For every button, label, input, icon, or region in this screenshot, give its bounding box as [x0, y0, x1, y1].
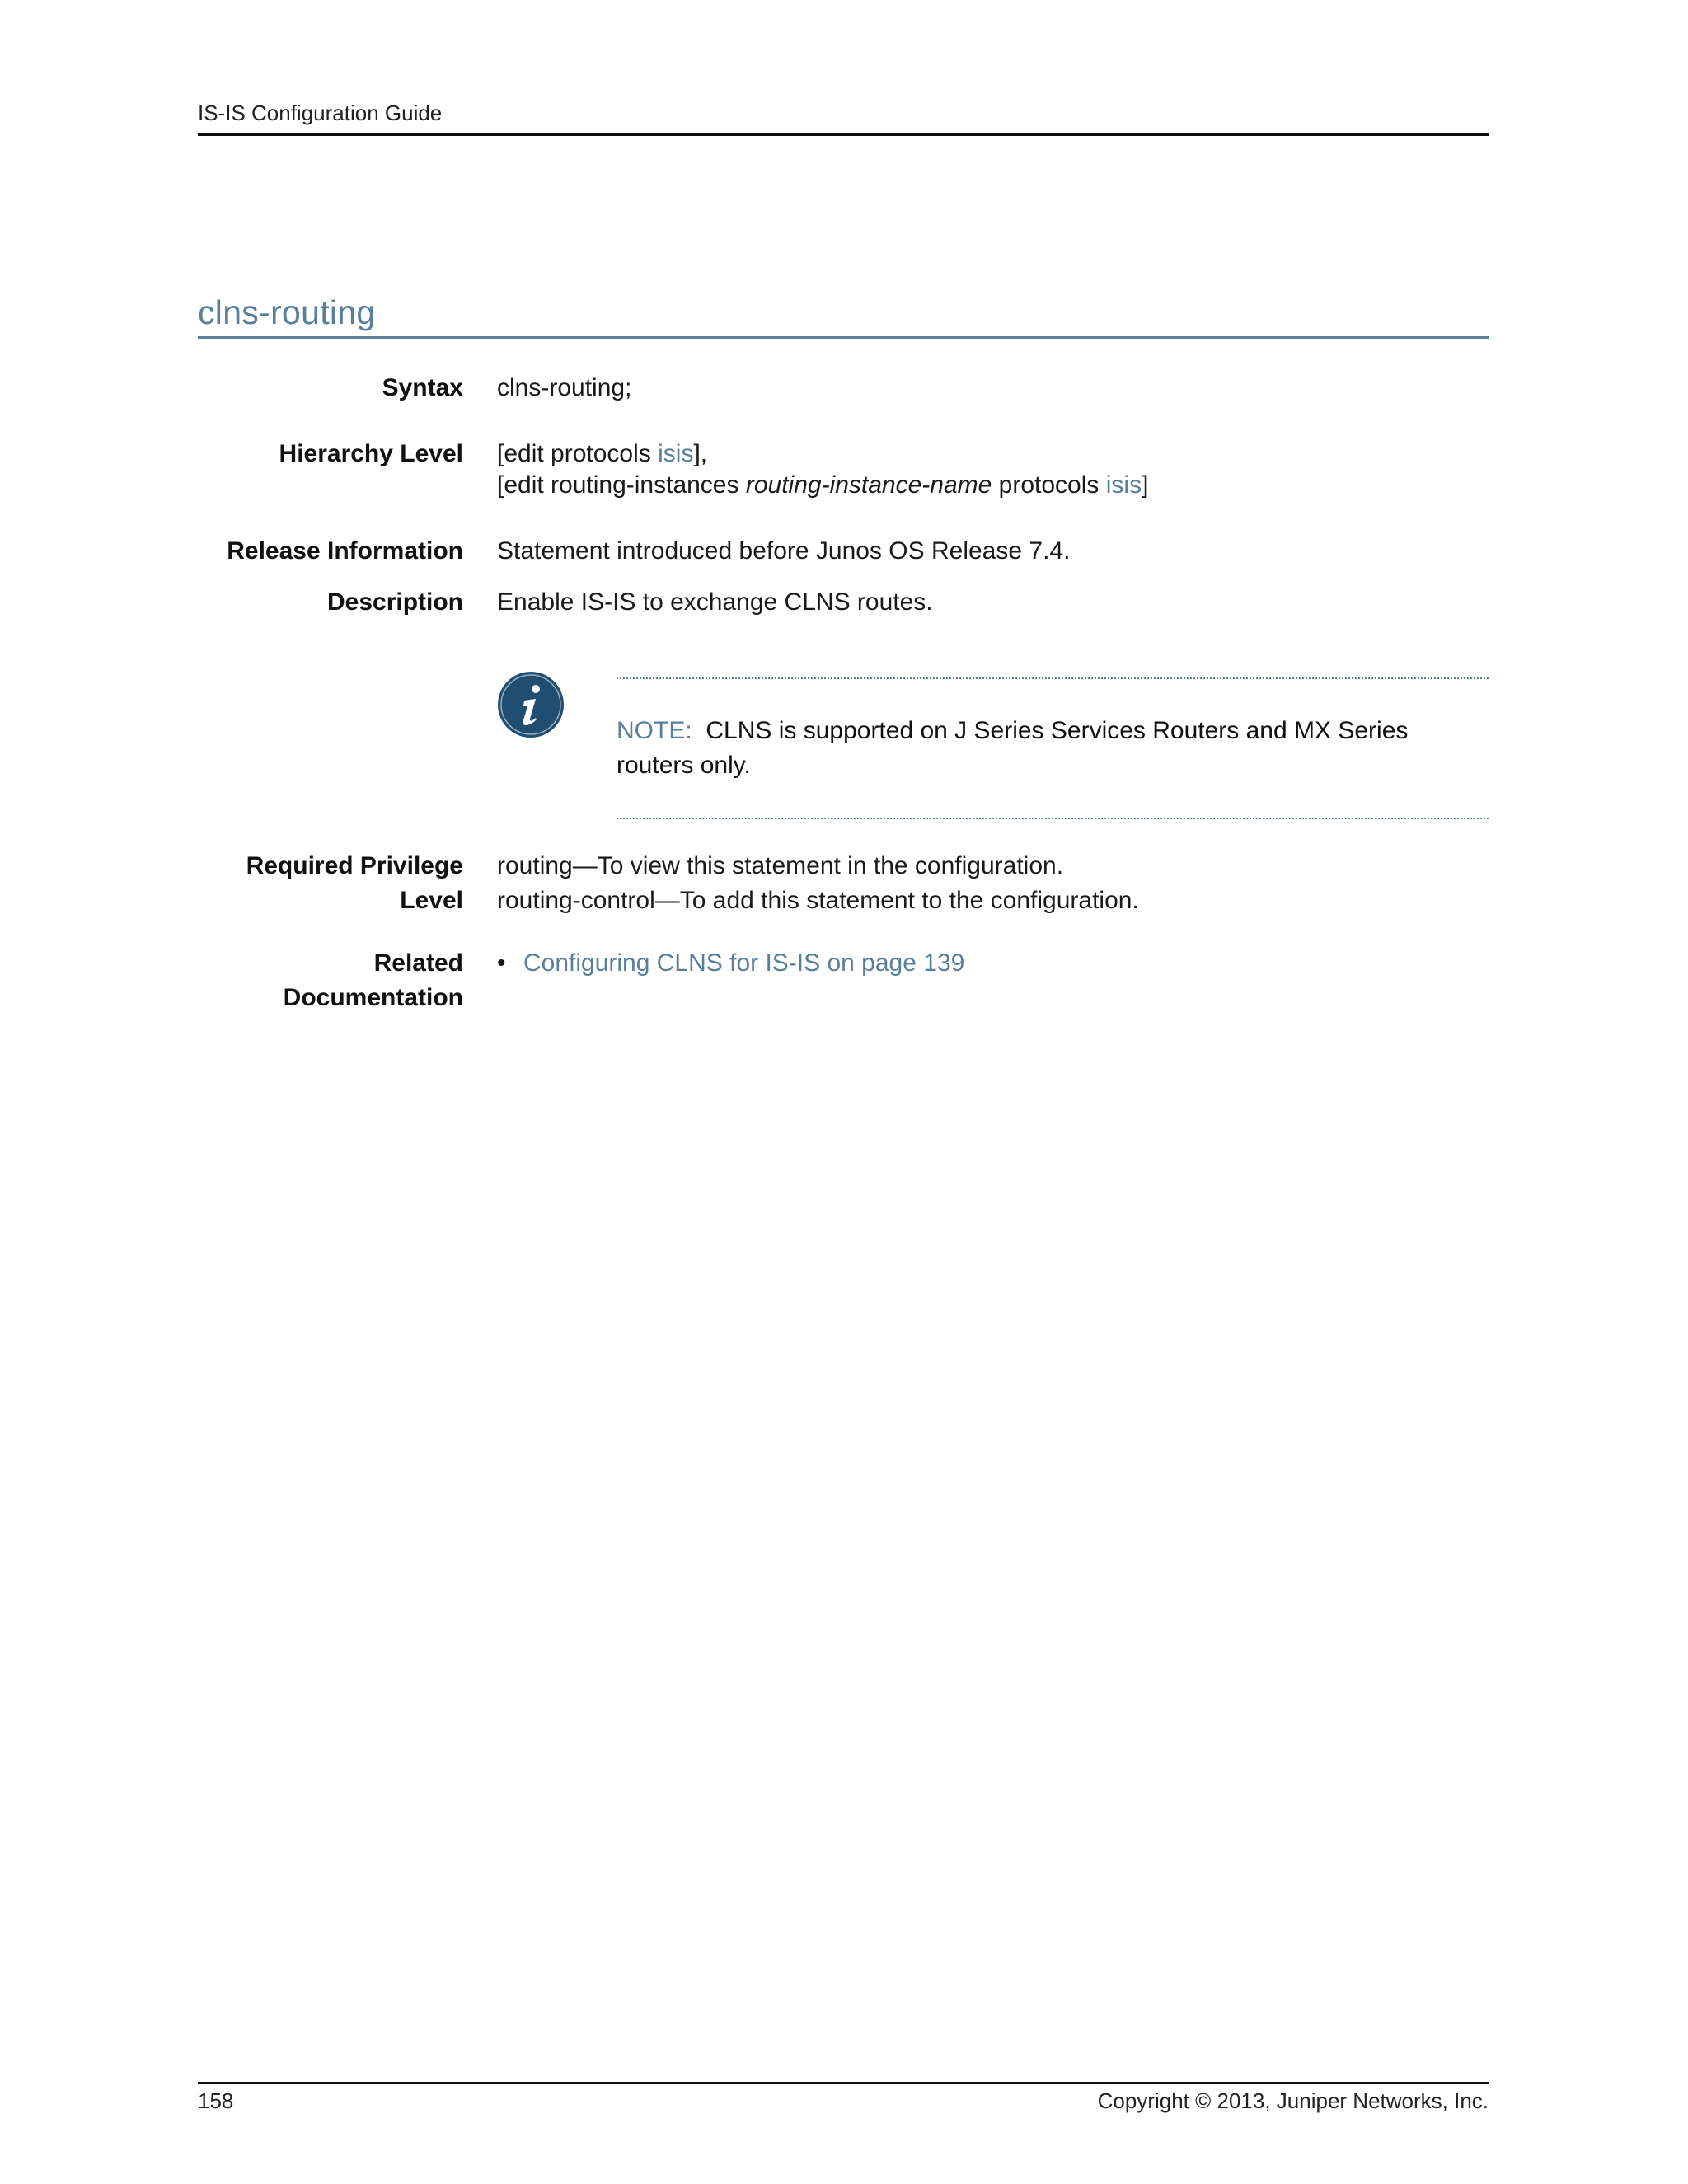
hierarchy-label: Hierarchy Level [279, 440, 463, 467]
hierarchy-text: ], [693, 440, 708, 467]
footer-rule [198, 2082, 1489, 2084]
hierarchy-text: [edit protocols [497, 440, 659, 467]
description-value: Enable IS-IS to exchange CLNS routes. [497, 588, 933, 616]
description-label: Description [326, 588, 463, 616]
running-header: IS-IS Configuration Guide [198, 101, 443, 125]
syntax-label: Syntax [382, 374, 463, 401]
syntax-value: clns-routing; [497, 374, 632, 401]
hierarchy-line-1 [497, 437, 707, 471]
hierarchy-text: ] [1142, 471, 1149, 499]
release-value: Statement introduced before Junos OS Release 7.4. [497, 537, 1071, 565]
page-title: clns-routing [198, 293, 376, 331]
hierarchy-text: [edit routing-instances [497, 471, 746, 499]
privilege-label-1: Required Privilege [246, 852, 463, 879]
isis-link[interactable]: isis [658, 440, 694, 467]
header-rule [198, 133, 1489, 136]
note-prefix: NOTE: [617, 717, 692, 744]
note-bottom-rule [617, 818, 1489, 819]
hierarchy-variable: routing-instance-name [745, 471, 992, 499]
copyright: Copyright © 2013, Juniper Networks, Inc. [1097, 2088, 1489, 2113]
page-number: 158 [198, 2088, 234, 2113]
info-icon [497, 671, 565, 738]
release-label: Release Information [227, 537, 463, 565]
related-link[interactable]: Configuring CLNS for IS-IS on page 139 [523, 949, 965, 977]
bullet: • [497, 949, 506, 977]
note-text [617, 714, 1489, 783]
privilege-label-2: Level [400, 887, 463, 914]
related-label-2: Documentation [283, 984, 463, 1011]
related-label-1: Related [373, 949, 463, 977]
hierarchy-text: protocols [992, 471, 1106, 499]
hierarchy-line-2 [497, 468, 1148, 503]
privilege-value-2: routing-control—To add this statement to the configuration. [497, 887, 1139, 914]
note-body: CLNS is supported on J Series Services Routers and MX Series routers only. [617, 717, 1409, 779]
note-top-rule [617, 677, 1489, 679]
privilege-value-1: routing—To view this statement in the configuration. [497, 852, 1064, 879]
title-rule [198, 336, 1489, 339]
isis-link-2[interactable]: isis [1105, 471, 1142, 499]
